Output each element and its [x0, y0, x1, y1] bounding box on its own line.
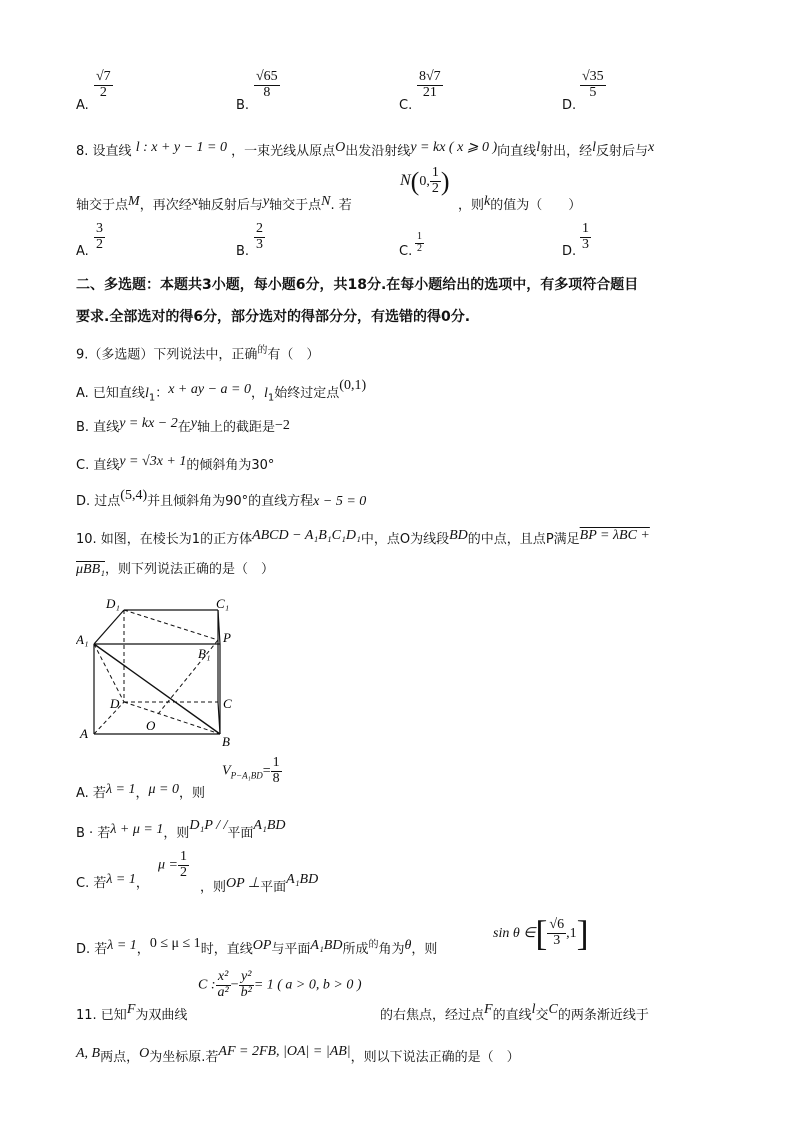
q7-option-c-label: C. [399, 98, 413, 113]
q8-line-2-end: ，则k的值为（ ） [458, 194, 582, 213]
q8-option-d-value: $\frac{1}{3}$ [582, 221, 589, 252]
q7-option-b-value: $\frac{√65}{8}$ [256, 69, 278, 100]
q10-option-c-rest: ，则OP ⊥平面A₁BD [200, 872, 319, 895]
segment-d-b [124, 702, 220, 734]
label-c1: C₁ [216, 596, 230, 611]
q8-line-2: 轴交于点M，再次经x轴反射后与y轴交于点N. 若 [76, 194, 352, 213]
q8-option-a-value: $\frac{3}{2}$ [96, 221, 103, 252]
label-d: D [110, 696, 120, 711]
q8-n-coordinate: N(0, $\frac{1}{2}$ ) [400, 165, 450, 197]
q7-option-b-label: B. [236, 98, 250, 113]
section-2-header-line-2: 要求.全部选对的得6分，部分选对的得部分分，有选错的得0分. [76, 309, 471, 325]
q7-option-d-label: D. [562, 98, 577, 113]
q10-line-1: 10. 如图，在棱长为1的正方体ABCD − A₁B₁C₁D₁中，点O为线段BD的中点，且点P满足BP = λBC + [76, 528, 650, 547]
q7-option-a-label: A. [76, 98, 89, 113]
q9-option-d: D. 过点(5,4)并且倾斜角为90°的直线方程x − 5 = 0 [76, 488, 367, 509]
q10-option-b: B · 若λ + μ = 1，则D₁P / /平面A₁BD [76, 818, 286, 841]
q9-stem: 9.（多选题）下列说法中，正确$^的$有（ ） [76, 345, 320, 363]
label-p: P [223, 630, 231, 645]
q10-option-a: A. 若λ = 1，μ = 0，则 [76, 782, 205, 801]
label-b1: B₁ [198, 646, 211, 661]
segment-d1-p [124, 610, 218, 640]
q10-option-c-mu: μ = $\frac{1}{2}$ [158, 849, 187, 880]
q9-option-a: A. 已知直线$l_1$：x + ay − a = 0，$l_1$始终过定点(0,1) [76, 378, 367, 404]
edge-a-d [94, 702, 124, 734]
q8-option-c-value: $\frac{1}{2}$ [417, 231, 422, 254]
q8-option-c-label: C. [399, 244, 413, 259]
q10-cube-figure [76, 596, 246, 752]
q7-option-c-value: $\frac{8√7}{21}$ [419, 69, 441, 100]
q10-option-d: D. 若λ = 1，0 ≤ μ ≤ 1时，直线OP与平面A₁BD所成$^的$角为θ，则 [76, 936, 438, 957]
q8-option-d-label: D. [562, 244, 577, 259]
q8-line-1: 8. 设直线 l : x + y − 1 = 0 ，一束光线从原点O出发沿射线y = kx ( x ⩾ 0 )向直线l射出，经l反射后与x [76, 140, 655, 159]
q10-line-2: μBB₁，则下列说法正确的是（ ） [76, 562, 275, 577]
label-a: A [80, 726, 88, 741]
q10-option-d-range: sin θ ∈[ $\frac{√6}{3}$ ,1] [493, 913, 589, 953]
q10-option-c: C. 若λ = 1， [76, 872, 149, 891]
q8-option-a-label: A. [76, 244, 89, 259]
label-a1: A₁ [76, 632, 89, 647]
label-d1: D₁ [106, 596, 120, 611]
label-o: O [146, 718, 156, 733]
section-2-header-line-1: 二、多选题：本题共3小题，每小题6分，共18分.在每小题给出的选项中，有多项符合题目 [76, 277, 639, 293]
q8-option-b-value: $\frac{2}{3}$ [256, 221, 263, 252]
q11-line-1-start: 11. 已知F为双曲线 [76, 1002, 188, 1023]
q9-option-b: B. 直线y = kx − 2在y轴上的截距是−2 [76, 416, 290, 435]
segment-a1-d [94, 644, 124, 702]
q11-line-1-end: 的右焦点，经过点F的直线l交C的两条渐近线于 [380, 1002, 649, 1023]
label-b: B [222, 734, 230, 749]
q11-hyperbola-equation: C : $\frac{\text{x²}}{\text{a²}}$ − $\frac{\text{y²}}{\text{b²}}$ = 1 ( a > 0, b > 0 ) [198, 969, 362, 1000]
edge-a1-d1 [94, 610, 124, 644]
q9-option-c: C. 直线y = √3x + 1的倾斜角为30° [76, 454, 275, 473]
q10-option-a-volume: $V_{P-A_1BD}=$ $\frac{1}{8}$ [222, 755, 280, 786]
q11-line-2: A, B两点，O为坐标原.若AF = 2FB, |OA| = |AB|，则以下说法正确的是（ ） [76, 1044, 520, 1065]
q7-option-a-value: $\frac{√7}{2}$ [96, 69, 111, 100]
label-c: C [223, 696, 232, 711]
q8-option-b-label: B. [236, 244, 250, 259]
q7-option-d-value: $\frac{√35}{5}$ [582, 69, 604, 100]
